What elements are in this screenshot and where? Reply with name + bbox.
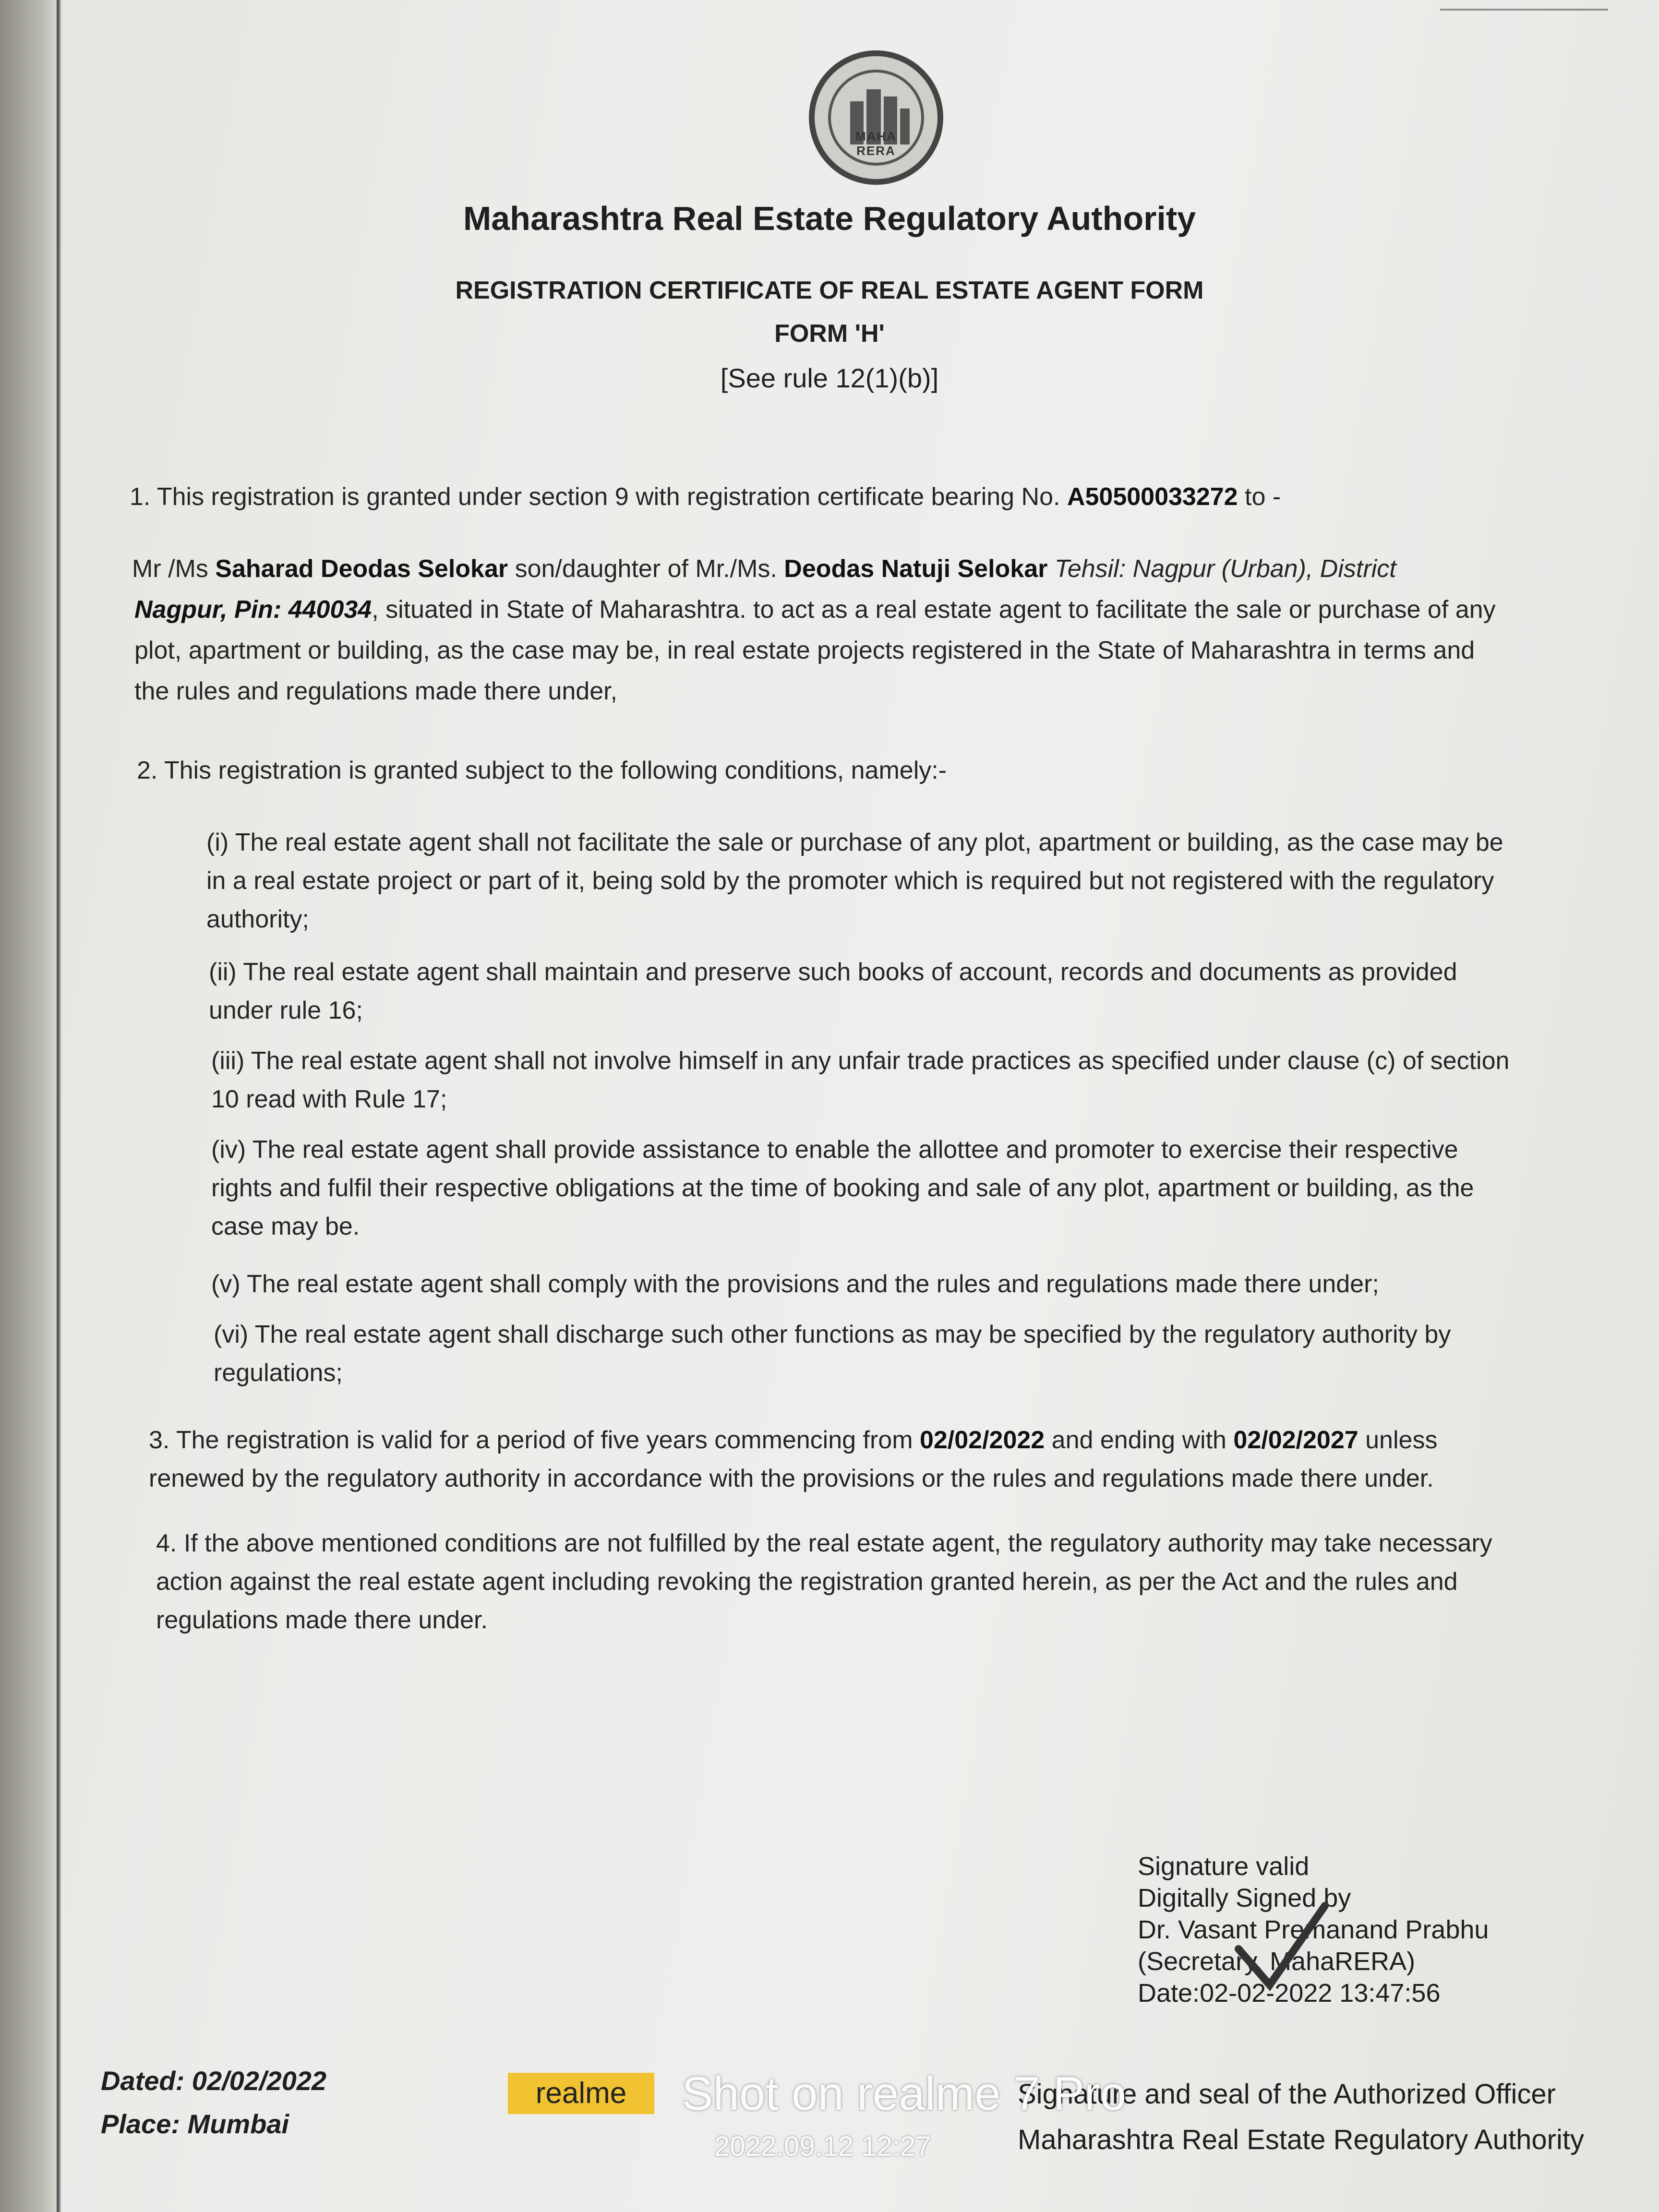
agent-prefix: Mr /Ms: [132, 555, 216, 583]
clause-1-lead: 1. This registration is granted under section 9 with registration certificate bearing No.: [130, 483, 1067, 511]
authority-title: Maharashtra Real Estate Regulatory Authority: [463, 200, 1196, 237]
officer-line-1: Signature and seal of the Authorized Officer: [1018, 2079, 1556, 2110]
condition-iii-line2: 10 read with Rule 17;: [211, 1085, 447, 1113]
condition-vi: [214, 1318, 1451, 1390]
officer-line-2: Maharashtra Real Estate Regulatory Authority: [1018, 2124, 1584, 2155]
dated-label: Dated: 02/02/2022: [101, 2066, 327, 2096]
camera-brand-badge: realme: [508, 2073, 654, 2114]
condition-v-line1: (v) The real estate agent shall comply with the provisions and the rules and regulations made there under;: [211, 1270, 1379, 1298]
clause-4-line3: regulations made there under.: [156, 1606, 488, 1634]
condition-i-line2: in a real estate project or part of it, being sold by the promoter which is required but not registered with the regulatory: [206, 867, 1494, 895]
rule-reference: [See rule 12(1)(b)]: [720, 363, 939, 393]
signatory-name: Dr. Vasant Premanand Prabhu: [1138, 1915, 1489, 1944]
condition-iv: [211, 1133, 1474, 1243]
condition-i-line3: authority;: [206, 905, 309, 933]
date-place-block: [101, 2059, 326, 2146]
clause-1-tail: to -: [1238, 483, 1281, 511]
signature-date: Date:02-02-2022 13:47:56: [1138, 1979, 1441, 2008]
agent-line-4: the rules and regulations made there under,: [134, 677, 618, 705]
top-rule: [1440, 9, 1608, 11]
signed-by-label: Digitally Signed by: [1138, 1884, 1351, 1912]
condition-iv-line2: rights and fulfil their respective obligations at the time of booking and sale of any plot, apartment or building, as the: [211, 1174, 1474, 1202]
clause-3-tail: unless: [1358, 1426, 1438, 1454]
condition-i: [206, 826, 1503, 936]
condition-ii-line1: (ii) The real estate agent shall maintain and preserve such books of account, records and documents as provided: [209, 958, 1457, 986]
condition-iii-line1: (iii) The real estate agent shall not involve himself in any unfair trade practices as specified under clause (c) of section: [211, 1047, 1510, 1075]
clause-3-lead: 3. The registration is valid for a period of five years commencing from: [149, 1426, 920, 1454]
form-label: FORM 'H': [774, 320, 885, 348]
clause-1: [130, 480, 1281, 514]
certificate-title: REGISTRATION CERTIFICATE OF REAL ESTATE AGENT FORM: [455, 276, 1204, 304]
agent-line-2: [134, 593, 1496, 626]
district-pin: Nagpur, Pin: 440034: [134, 596, 372, 624]
agent-line-1: [132, 552, 1396, 586]
maharera-seal-icon: [809, 50, 943, 185]
clause-4-line1: 4. If the above mentioned conditions are not fulfilled by the real estate agent, the regulatory authority may take necessary: [156, 1529, 1492, 1557]
agent-line-2-rest: , situated in State of Maharashtra. to act as a real estate agent to facilitate the sale or purchase of any: [372, 596, 1496, 624]
signature-check-icon: [1229, 1896, 1334, 2002]
camera-watermark-text: Shot on realme 7 Pro: [682, 2067, 1127, 2120]
valid-from-date: 02/02/2022: [919, 1426, 1045, 1454]
seal-text-line1: MAHA: [855, 129, 897, 144]
camera-watermark-datetime: 2022.09.12 12:27: [714, 2131, 931, 2162]
condition-ii-line2: under rule 16;: [209, 997, 363, 1024]
seal-text-line2: RERA: [856, 144, 896, 158]
tehsil-label: Tehsil: Nagpur (Urban), District: [1047, 555, 1396, 583]
condition-iii: [211, 1044, 1509, 1116]
registration-number: A50500033272: [1067, 483, 1238, 511]
clause-2-lead: 2. This registration is granted subject to the following conditions, namely:-: [137, 757, 947, 784]
condition-ii: [209, 955, 1457, 1027]
signature-status: Signature valid: [1138, 1852, 1310, 1881]
clause-4: [156, 1527, 1492, 1637]
agent-relation: son/daughter of Mr./Ms.: [508, 555, 784, 583]
clause-3: [149, 1423, 1437, 1495]
condition-vi-line2: regulations;: [214, 1359, 343, 1387]
seal-inner-ring: [828, 70, 924, 166]
clause-3-line2: renewed by the regulatory authority in accordance with the provisions or the rules and regulations made there under.: [149, 1465, 1434, 1492]
agent-name: Saharad Deodas Selokar: [215, 555, 508, 583]
agent-line-3: plot, apartment or building, as the case may be, in real estate projects registered in the State of Maharashtra in terms and: [134, 637, 1475, 664]
condition-iv-line1: (iv) The real estate agent shall provide assistance to enable the allottee and promoter to exercise their respective: [211, 1136, 1458, 1164]
place-label: Place: Mumbai: [101, 2109, 289, 2139]
clause-3-mid: and ending with: [1045, 1426, 1234, 1454]
valid-until-date: 02/02/2027: [1233, 1426, 1358, 1454]
signatory-designation: (Secretary, MahaRERA): [1138, 1947, 1416, 1976]
condition-v: [211, 1267, 1379, 1301]
condition-iv-line3: case may be.: [211, 1213, 360, 1240]
condition-i-line1: (i) The real estate agent shall not facilitate the sale or purchase of any plot, apartment or building, as the case may be: [206, 829, 1503, 856]
condition-vi-line1: (vi) The real estate agent shall discharge such other functions as may be specified by the regulatory authority by: [214, 1321, 1451, 1348]
parent-name: Deodas Natuji Selokar: [784, 555, 1048, 583]
clause-4-line2: action against the real estate agent including revoking the registration granted herein, as per the Act and the rules and: [156, 1568, 1458, 1596]
